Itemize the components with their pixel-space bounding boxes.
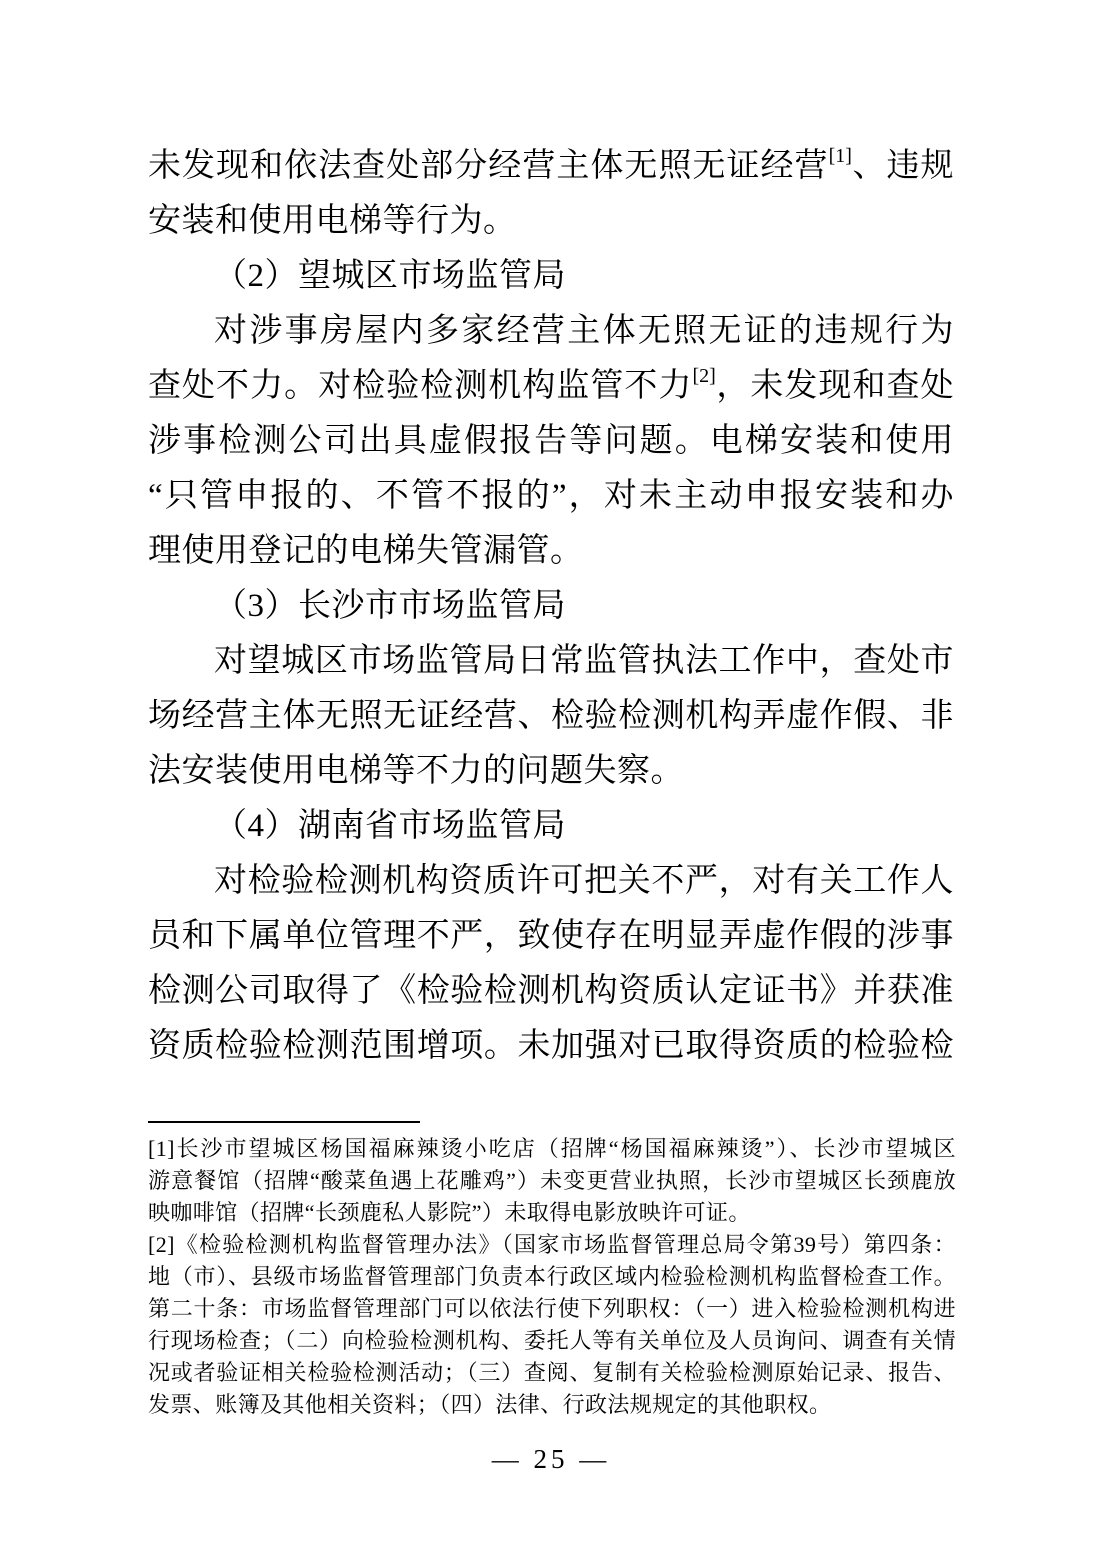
- body-line: 对检验检测机构资质许可把关不严，对有关工作人: [214, 863, 954, 899]
- footnote-separator: [148, 1121, 420, 1123]
- footnote-line: 第二十条：市场监督管理部门可以依法行使下列职权：（一）进入检验检测机构进: [148, 1296, 956, 1321]
- body-line: 对涉事房屋内多家经营主体无照无证的违规行为: [214, 313, 954, 349]
- body-line: 法安装使用电梯等不力的问题失察。: [148, 753, 684, 789]
- footnote-2: [148, 1229, 956, 1421]
- section-heading-2: （2）望城区市场监管局: [214, 258, 566, 294]
- body-line-text: 查处不力。对检验检测机构监管不力: [148, 368, 693, 404]
- footnotes: [148, 1133, 956, 1421]
- footnote-line: [1]长沙市望城区杨国福麻辣烫小吃店（招牌“杨国福麻辣烫”）、长沙市望城区: [148, 1136, 956, 1161]
- main-text-block: [148, 139, 954, 1074]
- page-number: — 25 —: [491, 1444, 611, 1474]
- body-line: 场经营主体无照无证经营、检验检测机构弄虚作假、非: [148, 698, 954, 734]
- footnote-ref-1: [1]: [828, 145, 852, 167]
- body-line: 检测公司取得了《检验检测机构资质认定证书》并获准: [148, 973, 954, 1009]
- footnote-line: [2]《检验检测机构监督管理办法》（国家市场监督管理总局令第39号）第四条：: [148, 1232, 956, 1257]
- body-line-text: ，未发现和查处: [715, 368, 955, 404]
- body-line: 理使用登记的电梯失管漏管。: [148, 533, 584, 569]
- body-line: 对望城区市场监管局日常监管执法工作中，查处市: [214, 643, 954, 679]
- footnote-1: [148, 1133, 956, 1229]
- body-line-text: 未发现和依法查处部分经营主体无照无证经营: [148, 148, 829, 184]
- body-line: [148, 139, 954, 194]
- body-line: 员和下属单位管理不严，致使存在明显弄虚作假的涉事: [148, 918, 954, 954]
- body-line: 涉事检测公司出具虚假报告等问题。电梯安装和使用: [148, 423, 954, 459]
- section-heading-4: （4）湖南省市场监管局: [214, 808, 566, 844]
- footnote-line: 游意餐馆（招牌“酸菜鱼遇上花雕鸡”）未变更营业执照，长沙市望城区长颈鹿放: [148, 1168, 956, 1193]
- page-footer: [0, 1444, 1102, 1475]
- body-line: “只管申报的、不管不报的”，对未主动申报安装和办: [148, 478, 954, 514]
- body-line-text: 、违规: [851, 148, 955, 184]
- body-line: [148, 359, 954, 414]
- body-line: 资质检验检测范围增项。未加强对已取得资质的检验检: [148, 1028, 954, 1064]
- footnote-line: 况或者验证相关检验检测活动；（三）查阅、复制有关检验检测原始记录、报告、: [148, 1360, 956, 1385]
- footnote-line: 行现场检查；（二）向检验检测机构、委托人等有关单位及人员询问、调查有关情: [148, 1328, 956, 1353]
- footnote-ref-2: [2]: [692, 365, 716, 387]
- section-heading-3: （3）长沙市市场监管局: [214, 588, 566, 624]
- footnote-line: 地（市）、县级市场监督管理部门负责本行政区域内检验检测机构监督检查工作。: [148, 1264, 956, 1289]
- footnote-line: 映咖啡馆（招牌“长颈鹿私人影院”）未取得电影放映许可证。: [148, 1200, 751, 1225]
- footnote-line: 发票、账簿及其他相关资料；（四）法律、行政法规规定的其他职权。: [148, 1392, 832, 1417]
- body-line: 安装和使用电梯等行为。: [148, 203, 517, 239]
